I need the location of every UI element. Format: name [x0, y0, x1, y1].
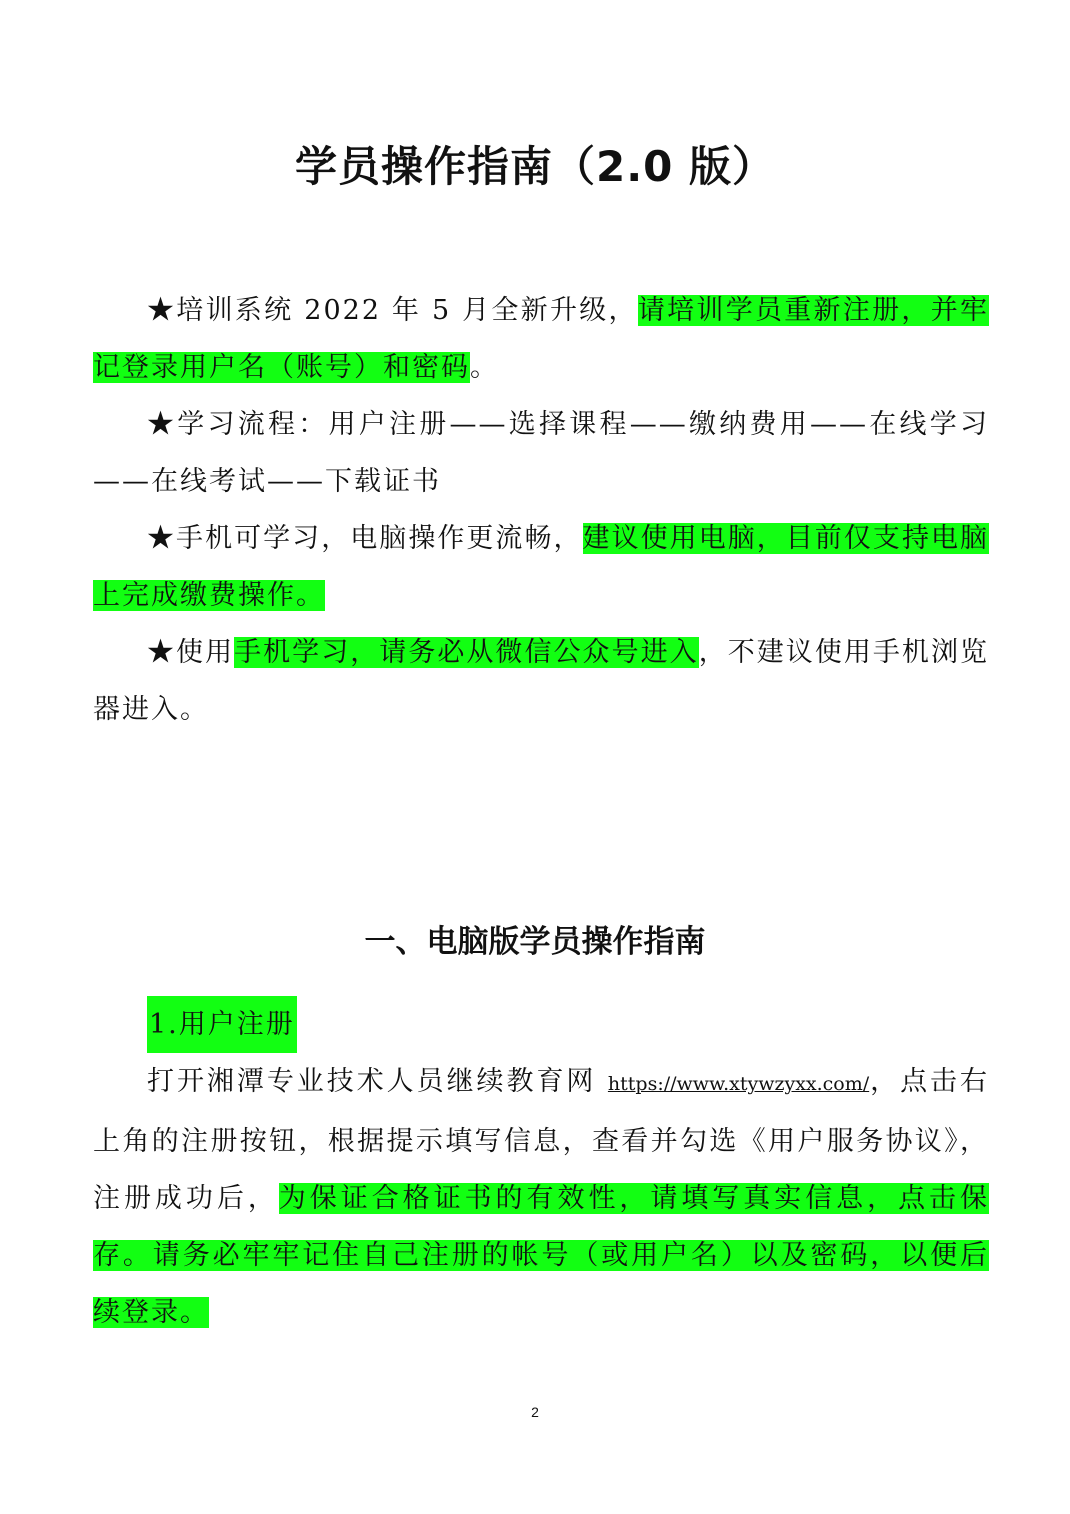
website-link[interactable]: https://www.xtywzyxx.com/ [607, 1073, 870, 1095]
registration-paragraph [93, 1053, 989, 1341]
note-suffix: ，不建议使用手机浏览器进入。 [93, 637, 990, 725]
page-title: 学员操作指南（2.0 版） [294, 142, 776, 191]
note-upgrade [93, 282, 989, 396]
registration-text-continued: ，点击右上角的注册按钮，根据提示填写信息，查看并勾选《用户服务协议》，注册成功后， [93, 1066, 989, 1214]
note-text: ★学习流程：用户注册——选择课程——缴纳费用——在线学习——在线考试——下载证书 [93, 409, 989, 497]
note-text: ★培训系统 2022 年 5 月全新升级， [147, 295, 638, 326]
note-highlight: 请培训学员重新注册，并牢记登录用户名（账号）和密码 [93, 295, 989, 383]
note-device [93, 510, 989, 624]
registration-section [93, 1053, 989, 1341]
note-suffix: 。 [470, 352, 499, 383]
note-highlight: 建议使用电脑，目前仅支持电脑上完成缴费操作。 [93, 523, 990, 611]
section-title: 一、电脑版学员操作指南 [364, 924, 706, 960]
note-process [93, 396, 989, 510]
intro-notes [93, 282, 989, 738]
sub-heading-registration: 1.用户注册 [147, 996, 297, 1053]
page-number: 2 [531, 1404, 539, 1420]
note-highlight: 手机学习，请务必从微信公众号进入 [234, 637, 699, 668]
registration-text: 打开湘潭专业技术人员继续教育网 [147, 1066, 608, 1097]
note-text: ★使用 [147, 637, 235, 668]
registration-highlight: 为保证合格证书的有效性，请填写真实信息，点击保存。请务必牢牢记住自己注册的帐号（或用户名）以及密码，以便后续登录。 [93, 1183, 990, 1328]
note-mobile [93, 624, 989, 738]
note-text: ★手机可学习，电脑操作更流畅， [147, 523, 583, 554]
